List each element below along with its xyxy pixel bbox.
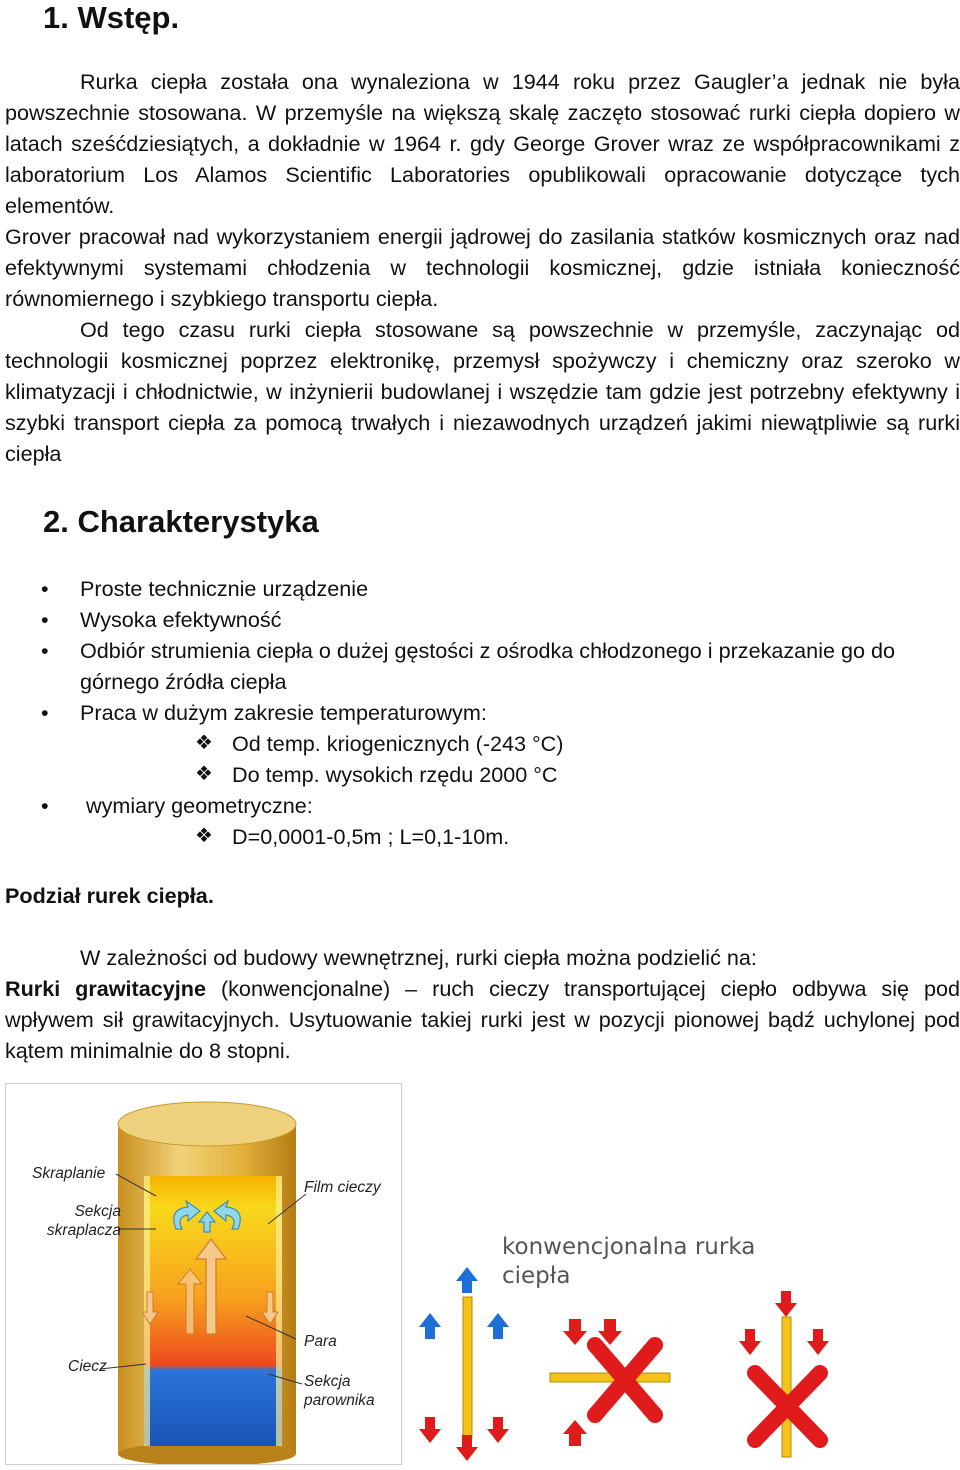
sub-list-item	[5, 759, 960, 790]
red-down-arrow-icon	[487, 1417, 509, 1443]
section-2-heading: 2. Charakterystyka	[43, 504, 319, 539]
label-ciecz: Ciecz	[68, 1358, 107, 1375]
red-down-arrow-icon	[456, 1435, 478, 1461]
bullet-icon: •	[41, 638, 49, 663]
blue-up-arrow-icon	[456, 1267, 478, 1293]
orientation-illustration	[410, 1225, 840, 1465]
bullet-icon: •	[41, 793, 49, 818]
sub-list-item-text: D=0,0001-0,5m ; L=0,1-10m.	[232, 824, 510, 849]
blue-up-arrow-icon	[487, 1313, 509, 1339]
red-down-arrow-icon	[739, 1329, 761, 1355]
list-item-text: Wysoka efektywność	[80, 607, 282, 632]
sub-list-item	[5, 821, 960, 852]
list-item	[5, 573, 960, 604]
red-down-arrow-icon	[563, 1319, 587, 1345]
diamond-bullet-icon: ❖	[195, 763, 213, 785]
intro-paragraph-1: Rurka ciepła została ona wynaleziona w 1944 roku przez Gaugler’a jednak nie była powszechnie stosowana. W przemyśle na większą skalę zaczęto stosować rurki ciepła dopiero w latach sześćdziesiątych, a dokładnie w 1964 r. gdy George Grover wraz ze współpracownikami z laboratorium Los Alamos Scientific Laboratories opublikowali opracowanie dotyczące tych elementów.	[5, 69, 960, 218]
characteristics-list	[5, 573, 960, 852]
subsection-heading: Podział rurek ciepła.	[5, 883, 214, 908]
figure-2-title: konwencjonalna rurka ciepła	[502, 1234, 756, 1289]
pipe-top	[118, 1102, 296, 1146]
intro-paragraph-2: Grover pracował nad wykorzystaniem energii jądrowej do zasilania statków kosmicznych oraz nad efektywnymi systemami chłodzenia w technologii kosmicznej, gdzie istniała konieczność równomiernego i szybkiego transportu ciepła.	[5, 224, 960, 311]
list-item-text: wymiary geometryczne:	[86, 793, 313, 818]
list-item	[5, 635, 960, 697]
gravity-pipes-paragraph	[5, 973, 960, 1066]
intro-paragraph-3: Od tego czasu rurki ciepła stosowane są powszechnie w przemyśle, zaczynając od technologii kosmicznej poprzez elektronikę, przemysł spożywczy i chemiczny oraz szeroko w klimatyzacji i chłodnictwie, w inżynierii budowlanej i wszędzie tam gdzie jest potrzebny efektywny i szybki transport ciepła za pomocą trwałych i niezawodnych urządzeń jakimi niewątpliwie są rurki ciepła	[5, 317, 960, 466]
term-gravity-pipes: Rurki grawitacyjne	[5, 976, 206, 1001]
label-sekcja-parownika: Sekcja parownika	[304, 1373, 375, 1409]
list-item	[5, 604, 960, 635]
blue-up-arrow-icon	[419, 1313, 441, 1339]
list-item-text: Odbiór strumienia ciepła o dużej gęstości z ośrodka chłodzonego i przekazanie go do górnego źródła ciepła	[80, 638, 896, 694]
heat-pipe-diagram	[5, 1083, 402, 1465]
inverted-pipe-crossed	[739, 1291, 829, 1457]
vertical-pipe	[419, 1267, 509, 1461]
bullet-icon: •	[41, 576, 49, 601]
list-item	[5, 790, 960, 821]
diamond-bullet-icon: ❖	[195, 825, 213, 847]
gravity-pipes-description: (konwencjonalne) – ruch cieczy transportującej ciepło odbywa się pod wpływem sił grawitacyjnych. Usytuowanie takiej rurki jest w pozycji pionowej bądź uchylonej pod kątem minimalnie do 8 stopni.	[5, 976, 960, 1063]
red-down-arrow-icon	[775, 1291, 797, 1317]
red-down-arrow-icon	[807, 1329, 829, 1355]
label-skraplanie: Skraplanie	[32, 1165, 106, 1182]
sub-list-item	[5, 728, 960, 759]
orientation-diagram	[410, 1225, 840, 1465]
red-down-arrow-icon	[563, 1420, 587, 1446]
label-film-cieczy: Film cieczy	[304, 1179, 381, 1196]
diamond-bullet-icon: ❖	[195, 732, 213, 754]
list-item-text: Proste technicznie urządzenie	[80, 576, 369, 601]
label-para: Para	[304, 1333, 337, 1350]
list-item	[5, 697, 960, 728]
sub-list-item-text: Do temp. wysokich rzędu 2000 °C	[232, 762, 558, 787]
horizontal-pipe-crossed	[550, 1319, 670, 1446]
sub-list-item-text: Od temp. kriogenicznych (-243 °C)	[232, 731, 564, 756]
list-item-text: Praca w dużym zakresie temperaturowym:	[80, 700, 487, 725]
red-down-arrow-icon	[419, 1417, 441, 1443]
section-1-heading: 1. Wstęp.	[43, 0, 180, 35]
label-sekcja-skraplacza: Sekcja skraplacza	[46, 1203, 121, 1239]
bullet-icon: •	[41, 700, 49, 725]
bullet-icon: •	[41, 607, 49, 632]
division-intro: W zależności od budowy wewnętrznej, rurki ciepła można podzielić na:	[80, 945, 757, 970]
